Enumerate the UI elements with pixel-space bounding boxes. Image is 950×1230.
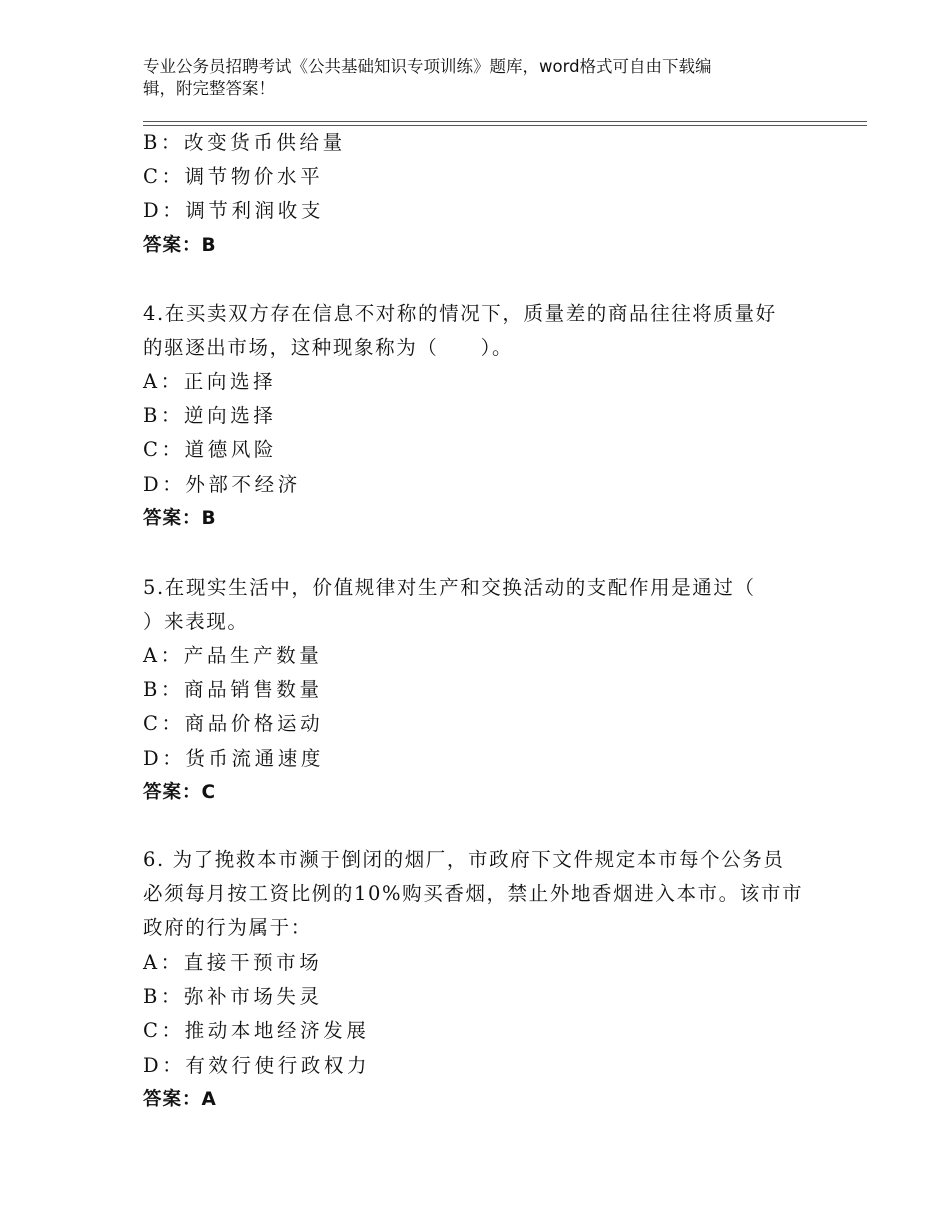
options-5	[143, 639, 823, 810]
question-text-line: 政府的行为属于：	[143, 916, 312, 940]
question-block-5	[143, 571, 823, 639]
option-a: A：产品生产数量	[143, 644, 323, 667]
question-block-6	[143, 843, 823, 946]
answer-label: 答案：B	[143, 507, 217, 529]
option-a: A：正向选择	[143, 370, 277, 393]
options-4	[143, 365, 823, 536]
option-b: B：弥补市场失灵	[143, 985, 323, 1009]
question-text-line: ）来表现。	[143, 610, 249, 634]
header-line-1: 专业公务员招聘考试《公共基础知识专项训练》题库，word格式可自由下载编	[143, 57, 712, 76]
option-c: C：推动本地经济发展	[143, 1019, 370, 1043]
question-text-line: 4.在买卖双方存在信息不对称的情况下，质量差的商品往往将质量好	[143, 302, 777, 325]
option-c: C：调节物价水平	[143, 165, 324, 189]
option-d: D：外部不经济	[143, 472, 301, 496]
header-divider-top	[143, 121, 867, 122]
answer-label: 答案：C	[143, 781, 217, 803]
option-b: B：商品销售数量	[143, 678, 323, 702]
option-c: C：道德风险	[143, 438, 278, 462]
option-d: D：调节利润收支	[143, 199, 324, 223]
question-text-line: 的驱逐出市场，这种现象称为（ ）。	[143, 336, 514, 360]
document-header	[143, 56, 803, 100]
question-text-line: 必须每月按工资比例的10%购买香烟，禁止外地香烟进入本市。该市市	[143, 882, 804, 906]
question-text-line: 6. 为了挽救本市濒于倒闭的烟厂，市政府下文件规定本市每个公务员	[143, 848, 785, 871]
question-text-line: 5.在现实生活中，价值规律对生产和交换活动的支配作用是通过（	[143, 576, 756, 599]
answer-label: 答案：B	[143, 234, 217, 256]
option-d: D：货币流通速度	[143, 746, 324, 770]
option-b: B：改变货币供给量	[143, 131, 346, 154]
option-d: D：有效行使行政权力	[143, 1053, 371, 1077]
option-c: C：商品价格运动	[143, 712, 324, 736]
question-block-3	[143, 126, 823, 263]
answer-label: 答案：A	[143, 1088, 217, 1110]
option-b: B：逆向选择	[143, 404, 277, 428]
question-block-4	[143, 297, 823, 365]
option-a: A：直接干预市场	[143, 951, 323, 974]
header-line-2: 辑，附完整答案！	[143, 79, 275, 98]
options-6	[143, 946, 823, 1117]
